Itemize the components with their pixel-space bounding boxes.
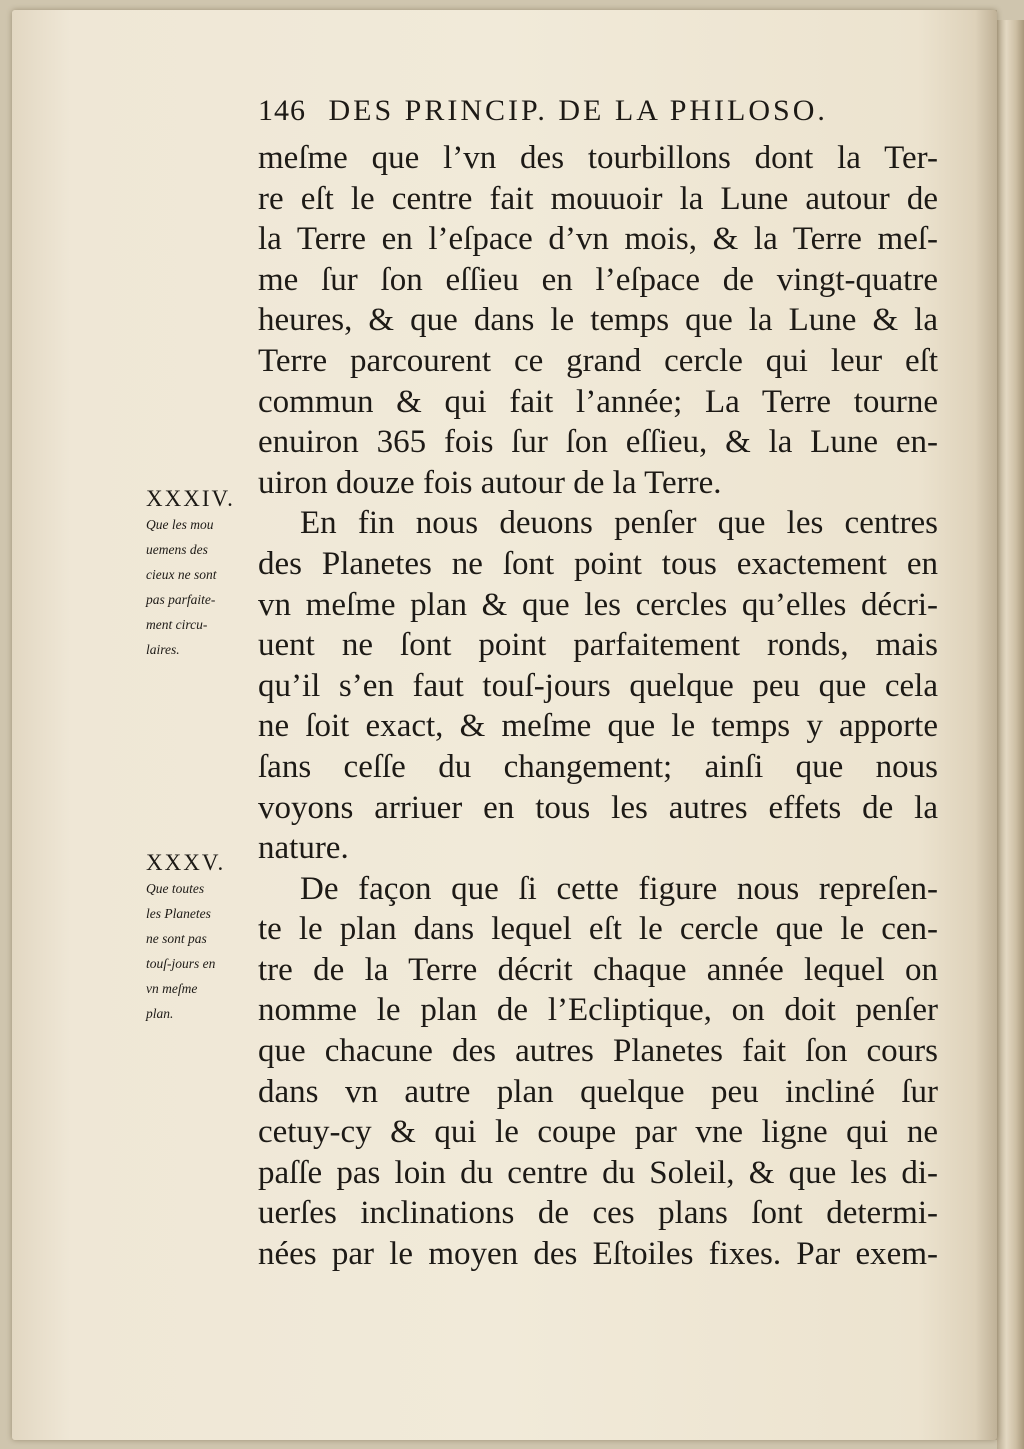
text-line: que chacune des autres Planetes fait ſon cours — [258, 1033, 938, 1070]
margin-note-line: ne sont pas — [146, 931, 207, 946]
text-line: nomme le plan de l’Ecliptique, on doit penſer — [258, 992, 938, 1029]
margin-note-text — [146, 512, 256, 662]
paragraph-first-line: De façon que ſi cette figure nous repreſen- — [300, 870, 938, 907]
text-line: paſſe pas loin du centre du Soleil, & que les di- — [258, 1154, 938, 1191]
text-line: tre de la Terre décrit chaque année lequel on — [258, 951, 938, 988]
text-line: nées par le moyen des Eſtoiles fixes. Par exem- — [258, 1236, 938, 1273]
text-line: voyons arriuer en tous les autres effets de la — [258, 789, 938, 826]
text-line: heures, & que dans le temps que la Lune & la — [258, 302, 938, 339]
text-line: uiron douze fois autour de la Terre. — [258, 464, 722, 501]
margin-note-line: touſ-jours en — [146, 956, 216, 971]
text-line: enuiron 365 fois ſur ſon eſſieu, & la Lune en- — [258, 424, 938, 461]
text-line: re eſt le centre fait mouuoir la Lune autour de — [258, 180, 938, 217]
text-line: me ſur ſon eſſieu en l’eſpace de vingt-quatre — [258, 261, 938, 298]
margin-note-text — [146, 876, 256, 1026]
text-line: uerſes inclinations de ces plans ſont determi- — [258, 1195, 938, 1232]
margin-note-line: Que les mou — [146, 517, 214, 532]
margin-note-number: XXXIV. — [146, 486, 235, 511]
text-line: la Terre en l’eſpace d’vn mois, & la Terre meſ- — [258, 221, 938, 258]
running-header — [258, 94, 938, 130]
text-line: ſans ceſſe du changement; ainſi que nous — [258, 748, 938, 785]
text-line: vn meſme plan & que les cercles qu’elles décri- — [258, 586, 938, 623]
margin-note-line: ment circu- — [146, 617, 208, 632]
text-line: des Planetes ne ſont point tous exactement en — [258, 545, 938, 582]
text-line: dans vn autre plan quelque peu incliné ſur — [258, 1073, 938, 1110]
margin-note-35 — [146, 850, 256, 1026]
margin-note-number: XXXV. — [146, 850, 226, 875]
margin-note-line: les Planetes — [146, 906, 211, 921]
margin-note-line: pas parfaite- — [146, 592, 216, 607]
text-line: ne ſoit exact, & meſme que le temps y apporte — [258, 708, 938, 745]
margin-note-line: Que toutes — [146, 881, 205, 896]
text-line: nature. — [258, 830, 349, 867]
text-line: te le plan dans lequel eſt le cercle que le cen- — [258, 911, 938, 948]
margin-note-line: plan. — [146, 1006, 174, 1021]
text-line: commun & qui fait l’année; La Terre tourne — [258, 383, 938, 420]
running-title: DES PRINCIP. DE LA PHILOSO. — [328, 94, 828, 127]
margin-note-line: vn meſme — [146, 981, 198, 996]
text-line: uent ne ſont point parfaitement ronds, mais — [258, 627, 938, 664]
paragraph-first-line: En fin nous deuons penſer que les centres — [300, 505, 938, 542]
text-line: cetuy-cy & qui le coupe par vne ligne qui ne — [258, 1114, 938, 1151]
margin-note-line: cieux ne sont — [146, 567, 217, 582]
text-line: Terre parcourent ce grand cercle qui leur eſt — [258, 342, 938, 379]
margin-note-34 — [146, 486, 256, 662]
page-gutter-shadow — [975, 10, 997, 1440]
page-edge — [997, 20, 1024, 1449]
text-line: meſme que l’vn des tourbillons dont la Ter- — [258, 140, 938, 176]
margin-note-line: laires. — [146, 642, 180, 657]
body-text — [258, 138, 938, 1275]
text-line: qu’il s’en faut touſ-jours quelque peu que cela — [258, 667, 938, 704]
page-number: 146 — [258, 94, 306, 127]
margin-note-line: uemens des — [146, 542, 208, 557]
